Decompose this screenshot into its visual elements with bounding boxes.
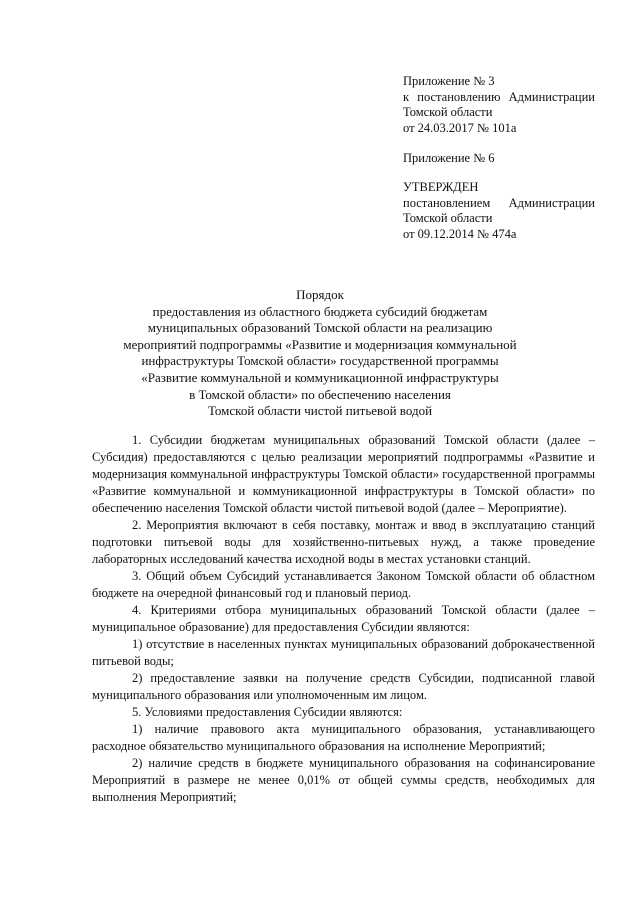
paragraph-1: 1. Субсидии бюджетам муниципальных образований Томской области (далее – Субсидия) предоставляются с целью реализации мероприятий подпрограммы «Развитие и модернизация коммунальной инфраструктуры Томской области» государственной программы «Развитие коммунальной и коммуникационной инфраструктуры в Томской области» по обеспечению населения Томской области чистой питьевой водой (далее – Мероприятие). bbox=[92, 433, 595, 515]
approved-resolution: постановлением Администрации bbox=[403, 195, 595, 210]
paragraph-4-item-2: 2) предоставление заявки на получение средств Субсидии, подписанной главой муниципального образования или уполномоченным им лицом. bbox=[92, 671, 595, 702]
paragraph-5: 5. Условиями предоставления Субсидии являются: bbox=[132, 705, 403, 719]
paragraph-5-item-2: 2) наличие средств в бюджете муниципального образования на софинансирование Мероприятий в размере не менее 0,01% от общей суммы средств, необходимых для выполнения Мероприятий; bbox=[92, 756, 595, 804]
title-line: «Развитие коммунальной и коммуникационной инфраструктуры bbox=[141, 369, 499, 385]
approved-block bbox=[403, 180, 595, 242]
attachment-3-block bbox=[403, 74, 595, 136]
title-line: в Томской области» по обеспечению населения bbox=[189, 386, 451, 402]
title-line: мероприятий подпрограммы «Развитие и модернизация коммунальной bbox=[123, 336, 517, 352]
attachment-6-number: Приложение № 6 bbox=[403, 151, 495, 165]
attachment-6-block bbox=[403, 151, 595, 167]
attachment-3-number: Приложение № 3 bbox=[403, 74, 495, 88]
title-line: предоставления из областного бюджета субсидий бюджетам bbox=[152, 303, 488, 319]
title-line: Томской области чистой питьевой водой bbox=[207, 403, 433, 419]
document-title bbox=[90, 287, 550, 420]
attachment-3-resolution: к постановлению Администрации bbox=[403, 89, 595, 104]
approved-label: УТВЕРЖДЕН bbox=[403, 180, 479, 194]
title-line: муниципальных образований Томской области на реализацию bbox=[147, 320, 493, 336]
paragraph-3: 3. Общий объем Субсидий устанавливается Законом Томской области об областном бюджете на очередной финансовый год и плановый период. bbox=[92, 569, 595, 600]
attachment-3-region: Томской области bbox=[403, 105, 493, 119]
approved-date: от 09.12.2014 № 474а bbox=[403, 226, 517, 241]
paragraph-4: 4. Критериями отбора муниципальных образований Томской области (далее – муниципальное образование) для предоставления Субсидии являются: bbox=[92, 603, 595, 634]
paragraph-4-item-1: 1) отсутствие в населенных пунктах муниципальных образований доброкачественной питьевой воды; bbox=[92, 637, 595, 668]
document-body bbox=[92, 432, 595, 806]
approved-region: Томской области bbox=[403, 211, 493, 225]
paragraph-2: 2. Мероприятия включают в себя поставку, монтаж и ввод в эксплуатацию станций подготовки питьевой воды для хозяйственно-питьевых нужд, а также проведение лабораторных исследований качества исходной воды в местах установки станций. bbox=[92, 518, 595, 566]
title-line: инфраструктуры Томской области» государственной программы bbox=[141, 353, 499, 369]
title-line: Порядок bbox=[296, 287, 344, 302]
paragraph-5-item-1: 1) наличие правового акта муниципального образования, устанавливающего расходное обязательство муниципального образования на исполнение Мероприятий; bbox=[92, 722, 595, 753]
attachment-3-date: от 24.03.2017 № 101а bbox=[403, 120, 517, 135]
